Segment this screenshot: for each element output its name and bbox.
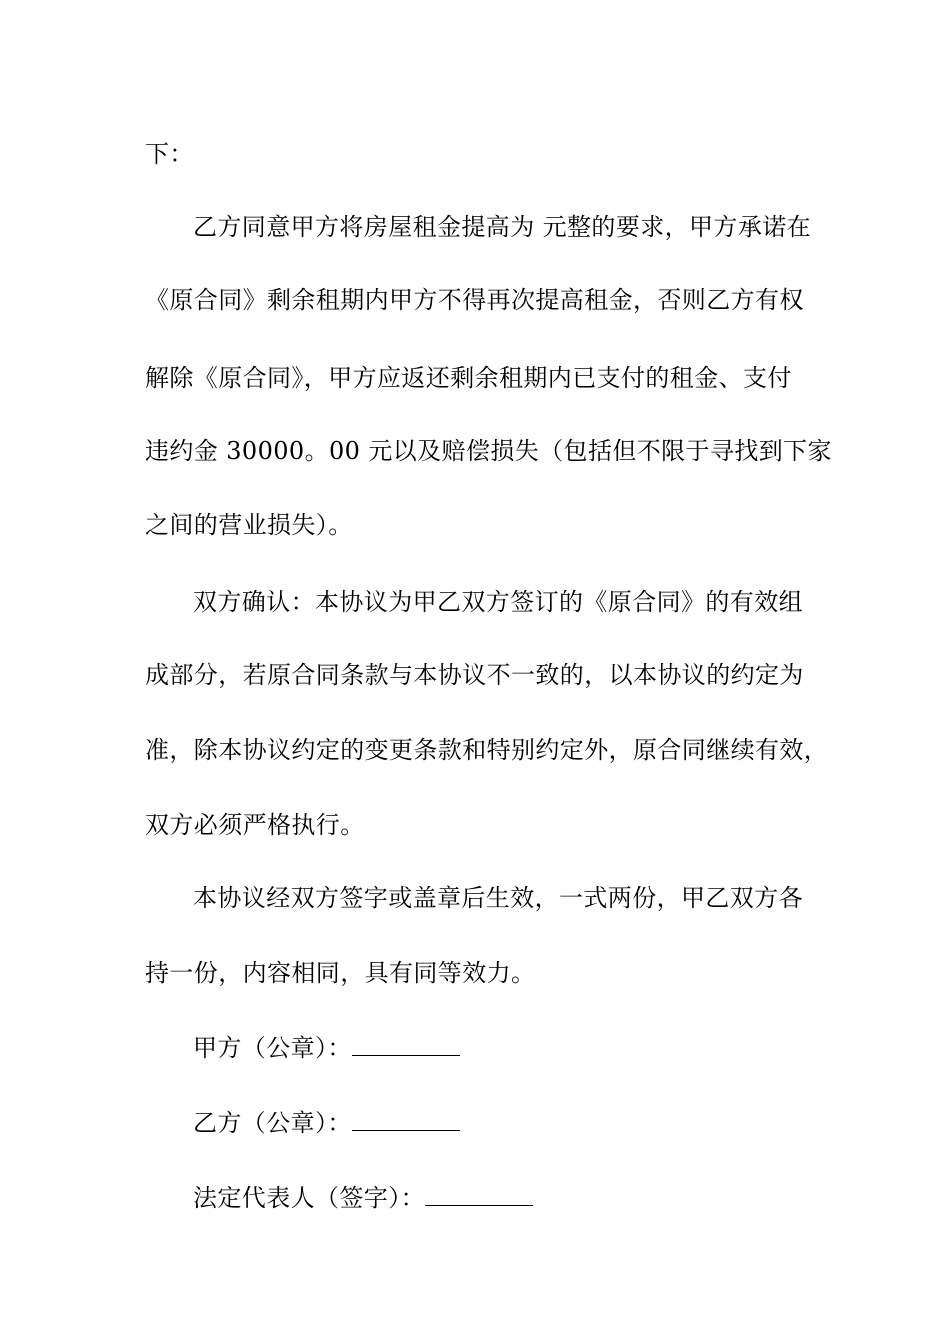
party-b-seal-label: 乙方（公章）：: [193, 1109, 352, 1137]
party-a-seal-label: 甲方（公章）：: [193, 1034, 352, 1062]
party-b-seal-blank: [352, 1108, 460, 1131]
paragraph-line: 本协议经双方签字或盖章后生效，一式两份，甲乙双方各: [193, 884, 803, 912]
paragraph-line: 解除《原合同》，甲方应返还剩余租期内已支付的租金、支付: [145, 364, 792, 392]
legal-rep-signature-label: 法定代表人（签字）：: [193, 1184, 425, 1212]
paragraph-line: 下：: [145, 140, 194, 168]
party-a-seal-blank: [352, 1033, 460, 1056]
legal-rep-signature-line: [193, 1183, 533, 1213]
party-a-seal-line: [193, 1033, 460, 1063]
paragraph-line: 持一份，内容相同，具有同等效力。: [145, 959, 536, 987]
paragraph-line: 成部分，若原合同条款与本协议不一致的，以本协议的约定为: [145, 661, 804, 689]
paragraph-line: 乙方同意甲方将房屋租金提高为 元整的要求，甲方承诺在: [193, 213, 812, 241]
paragraph-line: 之间的营业损失）。: [145, 511, 353, 539]
party-b-seal-line: [193, 1108, 460, 1138]
paragraph-line: 准，除本协议约定的变更条款和特别约定外，原合同继续有效，: [145, 736, 829, 764]
paragraph-line: 违约金 30000。00 元以及赔偿损失（包括但不限于寻找到下家: [145, 437, 832, 465]
legal-rep-signature-blank: [425, 1183, 533, 1206]
paragraph-line: 双方必须严格执行。: [145, 811, 365, 839]
paragraph-line: 双方确认：本协议为甲乙双方签订的《原合同》的有效组: [193, 588, 803, 616]
paragraph-line: 《原合同》剩余租期内甲方不得再次提高租金，否则乙方有权: [145, 286, 804, 314]
